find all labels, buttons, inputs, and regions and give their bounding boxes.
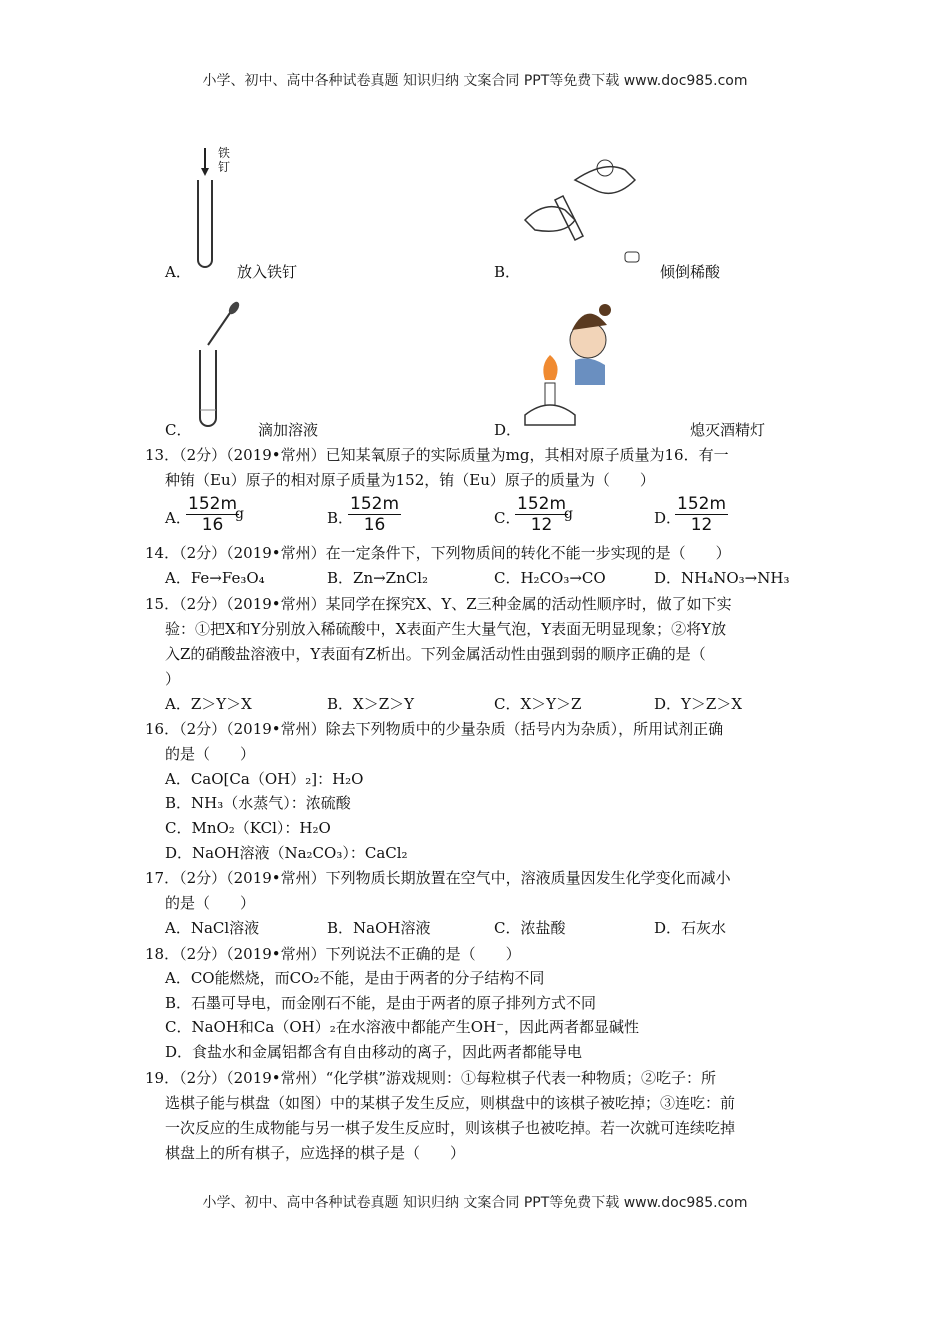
option-d-label: 熄灭酒精灯 bbox=[690, 421, 766, 439]
q13-option-a-letter: A． bbox=[165, 509, 191, 527]
q14-option-b: B．Zn→ZnCl₂ bbox=[327, 569, 429, 587]
q13-option-b-letter: B． bbox=[327, 509, 354, 527]
question-15-line: 15．（2分）（2019•常州）某同学在探究X、Y、Z三种金属的活动性顺序时，做了如下实 bbox=[145, 595, 732, 613]
q13-option-a-fraction bbox=[186, 494, 239, 535]
q18-option-c: C．NaOH和Ca（OH）₂在水溶液中都能产生OH⁻，因此两者都显碱性 bbox=[165, 1018, 640, 1036]
question-15-line: ） bbox=[165, 670, 181, 688]
q13-option-c-fraction bbox=[515, 494, 568, 535]
q17-option-a: A．NaCl溶液 bbox=[165, 919, 260, 937]
numerator: 152m bbox=[517, 494, 567, 514]
q18-option-d: D．食盐水和金属铝都含有自由移动的离子，因此两者都能导电 bbox=[165, 1043, 583, 1061]
question-15-line: 入Z的硝酸盐溶液中，Y表面有Z析出。下列金属活动性由强到弱的顺序正确的是（ bbox=[165, 645, 706, 663]
denominator: 12 bbox=[530, 515, 553, 535]
question-13-line: 种铕（Eu）原子的相对原子质量为152，铕（Eu）原子的质量为（ ） bbox=[165, 471, 655, 489]
q18-option-b: B．石墨可导电，而金刚石不能，是由于两者的原子排列方式不同 bbox=[165, 994, 597, 1012]
q14-option-a: A．Fe→Fe₃O₄ bbox=[165, 569, 265, 587]
option-a-label: 放入铁钉 bbox=[237, 263, 298, 281]
question-16-line: 的是（ ） bbox=[165, 745, 256, 763]
unit: g bbox=[235, 506, 244, 522]
option-c-letter: C． bbox=[165, 421, 192, 439]
question-14-line: 14．（2分）（2019•常州）在一定条件下，下列物质间的转化不能一步实现的是（ ） bbox=[145, 544, 731, 562]
question-17-line: 17．（2分）（2019•常州）下列物质长期放置在空气中，溶液质量因发生化学变化而减小 bbox=[145, 869, 731, 887]
option-d-letter: D． bbox=[494, 421, 522, 439]
question-18-line: 18．（2分）（2019•常州）下列说法不正确的是（ ） bbox=[145, 945, 521, 963]
iron-nail-label: 铁钉 bbox=[218, 146, 231, 174]
pour-acid-figure bbox=[515, 140, 655, 270]
numerator: 152m bbox=[188, 494, 238, 514]
question-16-line: 16．（2分）（2019•常州）除去下列物质中的少量杂质（括号内为杂质），所用试剂正确 bbox=[145, 720, 724, 738]
numerator: 152m bbox=[677, 494, 727, 514]
q13-option-c-letter: C． bbox=[494, 509, 521, 527]
page-footer: 小学、初中、高中各种试卷真题 知识归纳 文案合同 PPT等免费下载 www.doc985.com bbox=[202, 1195, 748, 1211]
option-b-label: 倾倒稀酸 bbox=[660, 263, 721, 281]
question-13-line: 13．（2分）（2019•常州）已知某氧原子的实际质量为mg，其相对原子质量为16．有一 bbox=[145, 446, 729, 464]
option-b-letter: B． bbox=[494, 263, 521, 281]
q18-option-a: A．CO能燃烧，而CO₂不能，是由于两者的分子结构不同 bbox=[165, 969, 545, 987]
dropper-test-tube-figure bbox=[190, 300, 250, 430]
denominator: 16 bbox=[201, 515, 224, 535]
q15-option-d: D．Y＞Z＞X bbox=[654, 695, 743, 713]
page-header: 小学、初中、高中各种试卷真题 知识归纳 文案合同 PPT等免费下载 www.doc985.com bbox=[202, 73, 748, 89]
q15-option-a: A．Z＞Y＞X bbox=[165, 695, 252, 713]
question-17-line: 的是（ ） bbox=[165, 894, 256, 912]
q16-option-b: B．NH₃（水蒸气）：浓硫酸 bbox=[165, 794, 351, 812]
q14-option-d: D．NH₄NO₃→NH₃ bbox=[654, 569, 790, 587]
q16-option-d: D．NaOH溶液（Na₂CO₃）：CaCl₂ bbox=[165, 844, 408, 862]
question-15-line: 验：①把X和Y分别放入稀硫酸中，X表面产生大量气泡，Y表面无明显现象；②将Y放 bbox=[165, 620, 727, 638]
question-19-line: 一次反应的生成物能与另一棋子发生反应时，则该棋子也被吃掉。若一次就可连续吃掉 bbox=[165, 1119, 736, 1137]
q13-option-d-fraction bbox=[675, 494, 728, 535]
q13-option-b-fraction bbox=[348, 494, 401, 535]
q17-option-d: D．石灰水 bbox=[654, 919, 727, 937]
question-19-line: 选棋子能与棋盘（如图）中的某棋子发生反应，则棋盘中的该棋子被吃掉；③连吃：前 bbox=[165, 1094, 736, 1112]
unit: g bbox=[564, 506, 573, 522]
q17-option-b: B．NaOH溶液 bbox=[327, 919, 431, 937]
option-c-label: 滴加溶液 bbox=[258, 421, 319, 439]
numerator: 152m bbox=[350, 494, 400, 514]
q13-option-d-letter: D． bbox=[654, 509, 682, 527]
option-a-letter: A． bbox=[165, 263, 191, 281]
q16-option-c: C．MnO₂（KCl）：H₂O bbox=[165, 819, 331, 837]
denominator: 12 bbox=[690, 515, 713, 535]
extinguish-lamp-figure bbox=[520, 295, 630, 435]
q15-option-b: B．X＞Z＞Y bbox=[327, 695, 415, 713]
q14-option-c: C．H₂CO₃→CO bbox=[494, 569, 606, 587]
q15-option-c: C．X＞Y＞Z bbox=[494, 695, 582, 713]
q16-option-a: A．CaO[Ca（OH）₂]：H₂O bbox=[165, 770, 364, 788]
q17-option-c: C．浓盐酸 bbox=[494, 919, 566, 937]
denominator: 16 bbox=[363, 515, 386, 535]
question-19-line: 棋盘上的所有棋子，应选择的棋子是（ ） bbox=[165, 1144, 466, 1162]
question-19-line: 19．（2分）（2019•常州）“化学棋”游戏规则：①每粒棋子代表一种物质；②吃子：所 bbox=[145, 1069, 716, 1087]
